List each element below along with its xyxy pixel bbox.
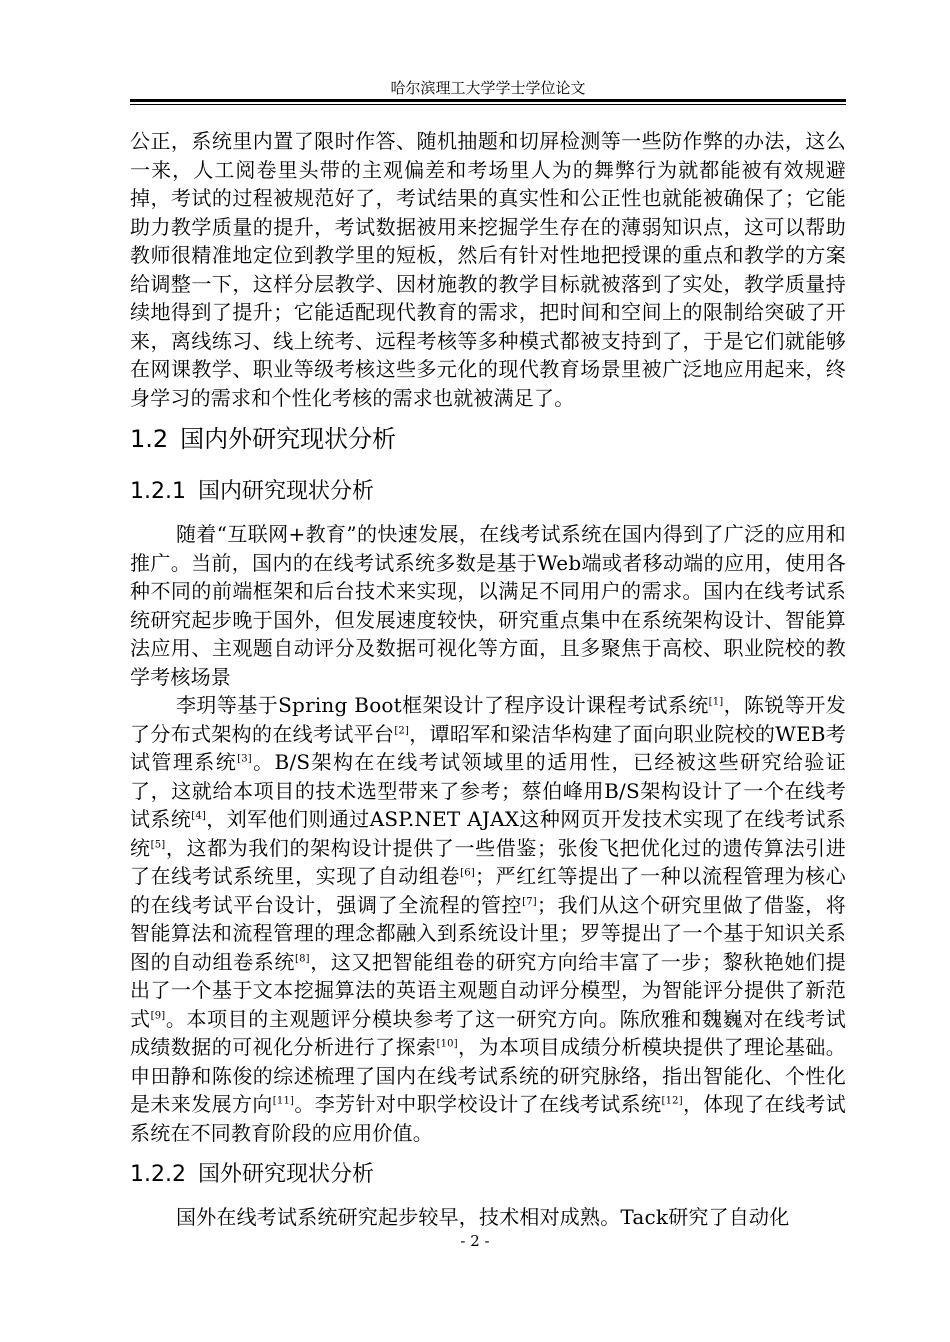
domestic-paragraph-2 <box>130 691 846 1147</box>
page-number: - 2 - <box>460 1232 490 1250</box>
section-heading-1-2-2 <box>130 1161 846 1189</box>
citation-6: [6] <box>460 867 475 879</box>
citation-12: [12] <box>661 1095 683 1107</box>
citation-7: [7] <box>522 895 537 907</box>
foreign-paragraph-1: 国外在线考试系统研究起步较早，技术相对成熟。Tack研究了自动化 <box>176 1205 790 1229</box>
text-segment: ，这又把智能组卷的研究方向给丰富了一步；黎秋艳她们提出了一个基于文本挖掘算法的英语主观题自动评分模型，为智能评分提供了新范式 <box>130 949 846 1031</box>
text-segment: ，陈锐等开发了分布式架构的在线考试平台 <box>130 693 846 746</box>
section-number: 1.2 <box>130 425 169 453</box>
text-segment: ，为本项目成绩分析模块提供了理论基础。申田静和陈俊的综述梳理了国内在线考试系统的研究脉络，指出智能化、个性化是未来发展方向 <box>130 1035 846 1116</box>
citation-8: [8] <box>295 952 310 964</box>
section-heading-1-2-1 <box>130 478 846 506</box>
citation-1: [1] <box>708 696 724 708</box>
citation-4: [4] <box>191 810 207 822</box>
section-heading-1-2 <box>130 424 846 454</box>
section-title: 国内外研究现状分析 <box>180 425 397 453</box>
text-segment: ，刘军他们则通过ASP.NET AJAX这种网页开发技术实现了在线考试系统 <box>130 807 846 860</box>
header-rule-thick <box>130 99 846 102</box>
text-segment: ；严红红等提出了一种以流程管理为核心的在线考试平台设计，强调了全流程的管控 <box>130 864 846 917</box>
page-body <box>130 127 846 1232</box>
intro-paragraph: 公正，系统里内置了限时作答、随机抽题和切屏检测等一些防作弊的办法，这么一来，人工阅卷里头带的主观偏差和考场里人为的舞弊行为就都能被有效规避掉，考试的过程被规范好了，考试结果的真实性和公正性也就能被确保了；它能助力教学质量的提升，考试数据被用来挖掘学生存在的薄弱知识点，这可以帮助教师很精准地定位到教学里的短板，然后有针对性地把授课的重点和教学的方案给调整一下，这样分层教学、因材施教的教学目标就被落到了实处，教学质量持续地得到了提升；它能适配现代教育的需求，把时间和空间上的限制给突破了开来，离线练习、线上统考、远程考核等多种模式都被支持到了，于是它们就能够在网课教学、职业等级考核这些多元化的现代教育场景里被广泛地应用起来，终身学习的需求和个性化考核的需求也就被满足了。 <box>130 129 846 410</box>
citation-3: [3] <box>237 753 252 765</box>
text-segment: ，这都为我们的架构设计提供了一些借鉴；张俊飞把优化过的遗传算法引进了在线考试系统里，实现了自动组卷 <box>130 835 846 888</box>
section-number: 1.2.2 <box>130 1162 186 1187</box>
domestic-paragraph-1: 随着“互联网+教育”的快速发展，在线考试系统在国内得到了广泛的应用和推广。当前，国内的在线考试系统多数是基于Web端或者移动端的应用，使用各种不同的前端框架和后台技术来实现，以满足不同用户的需求。国内在线考试系统研究起步晚于国外，但发展速度较快，研究重点集中在系统架构设计、智能算法应用、主观题自动评分及数据可视化等方面，且多聚焦于高校、职业院校的教学考核场景 <box>130 522 846 689</box>
text-segment: 。李芳针对中职学校设计了在线考试系统 <box>294 1092 662 1116</box>
text-segment: 。本项目的主观题评分模块参考了这一研究方向。陈欣雅和魏巍对在线考试成绩数据的可视化分析进行了探索 <box>130 1006 846 1059</box>
text-segment: 李玥等基于Spring Boot框架设计了程序设计课程考试系统 <box>176 693 709 717</box>
text-segment: ，体现了在线考试系统在不同教育阶段的应用价值。 <box>130 1092 846 1145</box>
text-segment: 。B/S架构在在线考试领域里的适用性，已经被这些研究给验证了，这就给本项目的技术选型带来了参考；蔡伯峰用B/S架构设计了一个在线考试系统 <box>130 750 846 831</box>
text-segment: ，谭昭军和梁洁华构建了面向职业院校的WEB考试管理系统 <box>130 721 846 774</box>
citation-5: [5] <box>150 838 166 850</box>
citation-9: [9] <box>150 1009 166 1021</box>
section-number: 1.2.1 <box>130 479 186 504</box>
page-header: 哈尔滨理工大学学士学位论文 <box>390 79 586 97</box>
citation-2: [2] <box>394 724 410 736</box>
section-title: 国内研究现状分析 <box>197 479 374 504</box>
header-rule-thin <box>130 104 846 105</box>
section-title: 国外研究现状分析 <box>197 1162 374 1187</box>
text-segment: ；我们从这个研究里做了借鉴，将智能算法和流程管理的理念都融入到系统设计里；罗等提出了一个基于知识关系图的自动组卷系统 <box>130 892 846 974</box>
citation-11: [11] <box>272 1095 295 1107</box>
citation-10: [10] <box>436 1038 458 1050</box>
